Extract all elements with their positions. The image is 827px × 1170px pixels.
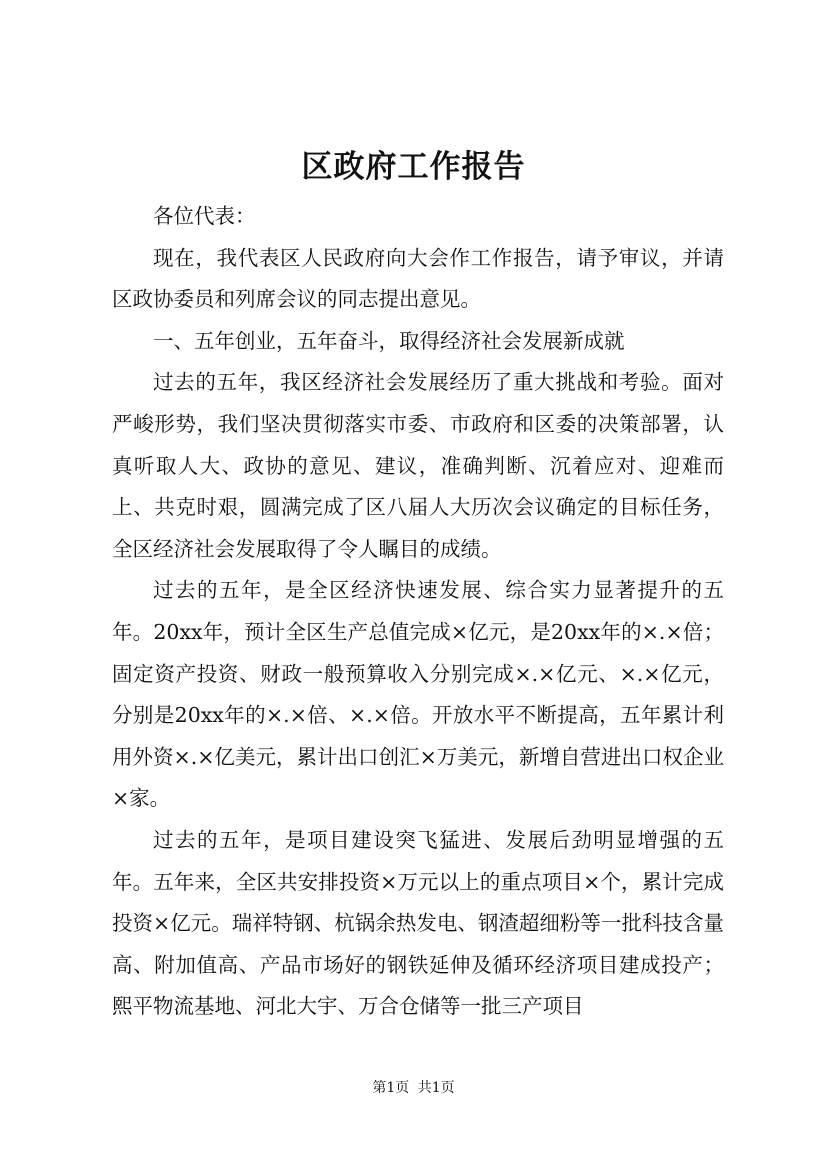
document-body (112, 196, 724, 1028)
document-title: 区政府工作报告 (301, 149, 526, 185)
body-paragraph: 过去的五年，我区经济社会发展经历了重大挑战和考验。面对严峻形势，我们坚决贯彻落实市委、市政府和区委的决策部署，认真听取人大、政协的意见、建议，准确判断、沉着应对、迎难而上、共克时艰，圆满完成了区八届人大历次会议确定的目标任务，全区经济社会发展取得了令人瞩目的成绩。 (112, 370, 724, 561)
page-footer (0, 1078, 827, 1098)
intro-paragraph: 现在，我代表区人民政府向大会作工作报告，请予审议，并请区政协委员和列席会议的同志提出意见。 (112, 245, 724, 312)
page-number: 第1页 (372, 1080, 410, 1096)
section-heading: 一、五年创业，五年奋斗，取得经济社会发展新成就 (153, 328, 625, 353)
page-total: 共1页 (417, 1080, 455, 1096)
salutation-paragraph: 各位代表： (153, 204, 256, 228)
body-paragraph: 过去的五年，是项目建设突飞猛进、发展后劲明显增强的五年。五年来，全区共安排投资×万元以上的重点项目×个，累计完成投资×亿元。瑞祥特钢、杭锅余热发电、钢渣超细粉等一批科技含量高、附加值高、产品市场好的钢铁延伸及循环经济项目建成投产；熙平物流基地、河北大宇、万合仓储等一批三产项目 (112, 827, 724, 1019)
body-paragraph: 过去的五年，是全区经济快速发展、综合实力显著提升的五年。20xx年，预计全区生产总值完成×亿元，是20xx年的×.×倍；固定资产投资、财政一般预算收入分别完成×.×亿元、×.×亿元，分别是20xx年的×.×倍、×.×倍。开放水平不断提高，五年累计利用外资×.×亿美元，累计出口创汇×万美元，新增自营进出口权企业×家。 (112, 578, 724, 811)
